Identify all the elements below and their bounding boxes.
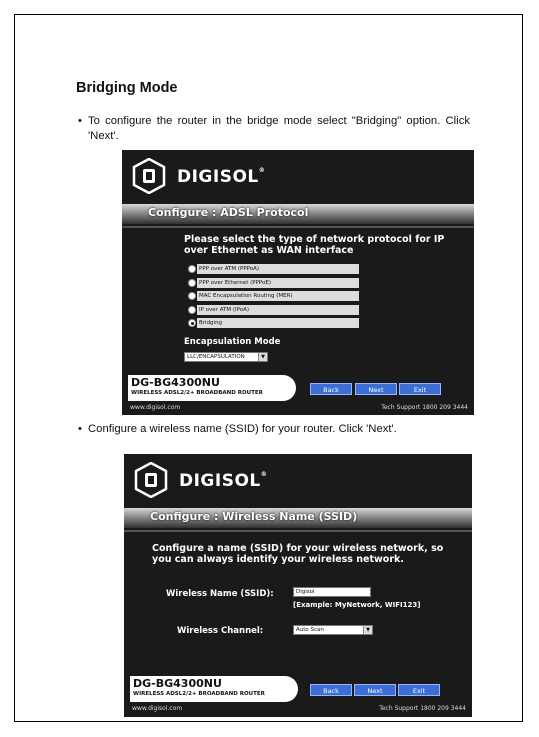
back-button[interactable]: Back	[310, 383, 352, 395]
exit-button[interactable]: Exit	[398, 684, 440, 696]
instruction-bullet-1	[78, 114, 470, 144]
radio-button[interactable]	[188, 292, 196, 300]
model-name: DG-BG4300NU	[131, 376, 220, 389]
website-url[interactable]: www.digisol.com	[132, 705, 183, 712]
exit-button[interactable]: Exit	[399, 383, 441, 395]
channel-label: Wireless Channel:	[177, 626, 264, 636]
select-value: Auto Scan	[296, 627, 324, 633]
divider	[124, 530, 472, 532]
trademark: ®	[258, 167, 266, 174]
brand-name: DIGISOL®	[177, 167, 266, 187]
adsl-protocol-screenshot	[122, 150, 474, 415]
model-name: DG-BG4300NU	[133, 677, 222, 690]
option-label: IP over ATM (IPoA)	[197, 305, 359, 315]
model-tagline: WIRELESS ADSL2/2+ BROADBAND ROUTER	[133, 691, 265, 697]
tech-support: Tech Support 1800 209 3444	[379, 705, 466, 712]
trademark: ®	[260, 471, 268, 478]
website-url[interactable]: www.digisol.com	[130, 404, 181, 411]
option-label: PPP over Ethernet (PPPoE)	[197, 278, 359, 288]
divider	[122, 226, 474, 228]
tech-support: Tech Support 1800 209 3444	[381, 404, 468, 411]
back-button[interactable]: Back	[310, 684, 352, 696]
next-button[interactable]: Next	[354, 684, 396, 696]
chevron-down-icon: ▼	[363, 626, 372, 634]
radio-button-selected[interactable]	[188, 319, 196, 327]
page-title: Configure : Wireless Name (SSID)	[150, 510, 358, 523]
encapsulation-label: Encapsulation Mode	[184, 337, 281, 347]
protocol-prompt: Please select the type of network protocol for IP over Ethernet as WAN interface	[184, 234, 445, 256]
option-label: Bridging	[197, 318, 359, 328]
model-badge	[130, 676, 298, 702]
bullet-text: Configure a wireless name (SSID) for your router. Click 'Next'.	[88, 423, 397, 435]
model-tagline: WIRELESS ADSL2/2+ BROADBAND ROUTER	[131, 390, 263, 396]
option-label: MAC Encapsulation Routing (MER)	[197, 291, 359, 301]
chevron-down-icon: ▼	[258, 353, 267, 361]
radio-button[interactable]	[188, 306, 196, 314]
bullet-dot: •	[78, 423, 82, 435]
next-button[interactable]: Next	[355, 383, 397, 395]
bullet-dot: •	[78, 115, 82, 127]
instruction-bullet-2	[78, 422, 478, 437]
option-label: PPP over ATM (PPPoA)	[197, 264, 359, 274]
brand-name: DIGISOL®	[179, 471, 268, 491]
digisol-logo-icon	[134, 462, 168, 498]
select-value: LLC/ENCAPSULATION	[187, 354, 245, 360]
ssid-example: [Example: MyNetwork, WIFI123]	[293, 601, 421, 609]
model-badge	[128, 375, 296, 401]
ssid-prompt: Configure a name (SSID) for your wireless network, so you can always identify your wireless network.	[152, 543, 444, 565]
section-heading: Bridging Mode	[76, 80, 178, 96]
bullet-text: To configure the router in the bridge mode select "Bridging" option. Click 'Next'.	[88, 115, 470, 142]
radio-button[interactable]	[188, 265, 196, 273]
ssid-label: Wireless Name (SSID):	[166, 589, 274, 599]
channel-select[interactable]	[293, 625, 373, 635]
encapsulation-select[interactable]	[184, 352, 268, 362]
radio-button[interactable]	[188, 279, 196, 287]
digisol-logo-icon	[132, 158, 166, 194]
wireless-ssid-screenshot	[124, 454, 472, 717]
page-title: Configure : ADSL Protocol	[148, 206, 309, 219]
ssid-input[interactable]: Digisol	[293, 587, 371, 597]
